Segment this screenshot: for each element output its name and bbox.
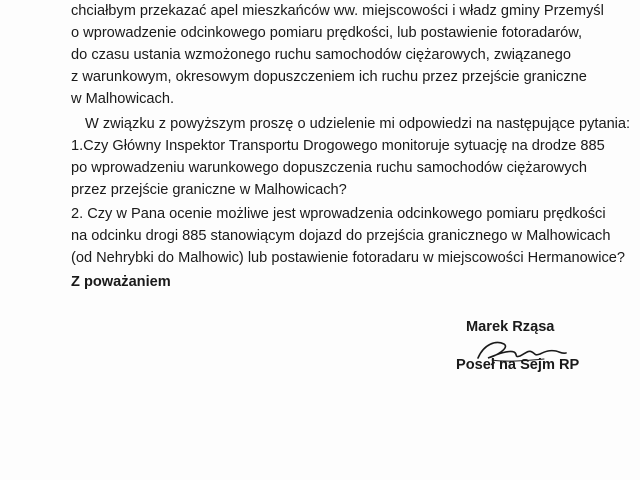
- text-line: o wprowadzenie odcinkowego pomiaru prędkości, lub postawienie fotoradarów,: [71, 25, 583, 41]
- text-line: na odcinku drogi 885 stanowiącym dojazd do przejścia granicznego w Malhowicach: [71, 228, 611, 244]
- text-line: chciałbym przekazać apel mieszkańców ww. miejscowości i władz gminy Przemyśl: [71, 3, 604, 19]
- text-line: 1.Czy Główny Inspektor Transportu Drogowego monitoruje sytuację na drodze 885: [71, 138, 605, 154]
- paragraph-appeal: [71, 0, 604, 110]
- text-line: W związku z powyższym proszę o udzielenie mi odpowiedzi na następujące pytania:: [85, 116, 631, 132]
- question-2: [71, 203, 625, 269]
- text-line: przez przejście graniczne w Malhowicach?: [71, 182, 347, 198]
- text-line: 2. Czy w Pana ocenie możliwe jest wprowadzenia odcinkowego pomiaru prędkości: [71, 206, 606, 222]
- text-line: do czasu ustania wzmożonego ruchu samochodów ciężarowych, związanego: [71, 47, 571, 63]
- text-line: w Malhowicach.: [71, 91, 175, 107]
- signatory-title: Poseł na Sejm RP: [456, 357, 580, 373]
- question-1: [71, 135, 605, 201]
- paragraph-request: [71, 113, 631, 135]
- signatory-name: Marek Rząsa: [466, 319, 555, 335]
- text-line: z warunkowym, okresowym dopuszczeniem ich ruchu przez przejście graniczne: [71, 69, 587, 85]
- text-line: po wprowadzeniu warunkowego dopuszczenia ruchu samochodów ciężarowych: [71, 160, 587, 176]
- text-line: Z poważaniem: [71, 274, 171, 290]
- closing-salutation: [71, 271, 571, 293]
- text-line: (od Nehrybki do Malhowic) lub postawienie fotoradaru w miejscowości Hermanowice?: [71, 250, 625, 266]
